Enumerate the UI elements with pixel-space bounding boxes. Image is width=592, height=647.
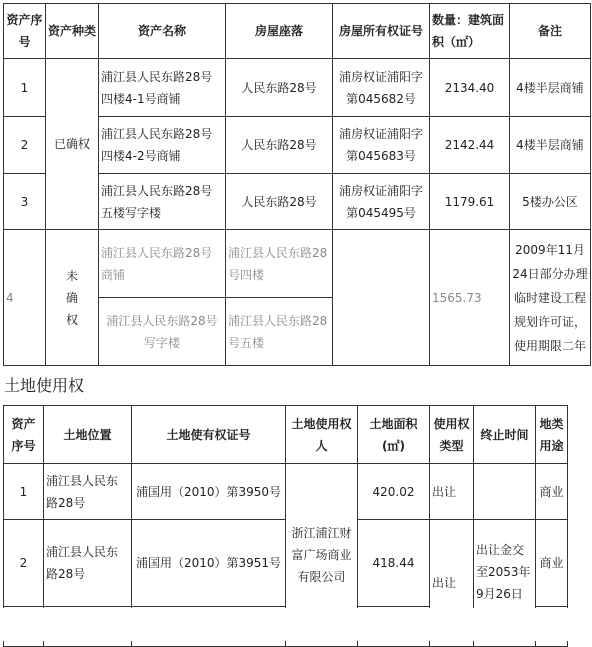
asset-cert-empty xyxy=(333,230,430,366)
asset-name: 浦江县人民东路28号商铺 xyxy=(99,230,226,298)
asset-header-row xyxy=(4,4,591,59)
header-land-owner: 土地使用权人 xyxy=(286,406,358,464)
asset-type-confirmed: 已确权 xyxy=(46,59,99,230)
asset-no: 2 xyxy=(4,117,46,174)
header-area: 数量：建筑面积（㎡） xyxy=(430,4,510,59)
asset-cert: 浦房权证浦阳字第045495号 xyxy=(333,174,430,230)
land-use: 商业 xyxy=(536,520,568,607)
header-location: 房屋座落 xyxy=(226,4,333,59)
land-right-type: 出让 xyxy=(430,520,474,647)
header-land-cert: 土地使有权证号 xyxy=(132,406,286,464)
land-location: 浦江县人民东路28号 xyxy=(44,464,132,520)
asset-no: 4 xyxy=(4,230,46,366)
land-header-row xyxy=(4,406,568,464)
asset-location: 人民东路28号 xyxy=(226,174,333,230)
asset-location: 人民东路28号 xyxy=(226,117,333,174)
land-no: 1 xyxy=(4,464,44,520)
asset-no: 1 xyxy=(4,59,46,117)
header-land-use: 地类用途 xyxy=(536,406,568,464)
asset-name: 浦江县人民东路28号四楼4-1号商铺 xyxy=(99,59,226,117)
header-note: 备注 xyxy=(510,4,591,59)
header-land-location: 土地位置 xyxy=(44,406,132,464)
asset-area: 1179.61 xyxy=(430,174,510,230)
header-asset-name: 资产名称 xyxy=(99,4,226,59)
table-row xyxy=(4,464,568,520)
asset-name: 浦江县人民东路28号五楼写字楼 xyxy=(99,174,226,230)
asset-table xyxy=(3,3,591,366)
asset-cert: 浦房权证浦阳字第045683号 xyxy=(333,117,430,174)
header-right-type: 使用权类型 xyxy=(430,406,474,464)
asset-no: 3 xyxy=(4,174,46,230)
land-end-time-empty xyxy=(474,464,536,520)
land-right-type: 出让 xyxy=(430,464,474,520)
header-asset-no: 资产序号 xyxy=(4,4,46,59)
asset-note: 4楼半层商铺 xyxy=(510,59,591,117)
asset-location: 浦江县人民东路28号五楼 xyxy=(226,298,333,366)
land-end-time: 出让金交至2053年9月26日 xyxy=(474,520,536,647)
header-ownership-cert: 房屋所有权证号 xyxy=(333,4,430,59)
land-no: 2 xyxy=(4,520,44,607)
asset-location: 人民东路28号 xyxy=(226,59,333,117)
header-end-time: 终止时间 xyxy=(474,406,536,464)
asset-name: 浦江县人民东路28号四楼4-2号商铺 xyxy=(99,117,226,174)
asset-type-unconfirmed: 未确权 xyxy=(46,230,99,366)
asset-note: 5楼办公区 xyxy=(510,174,591,230)
asset-area: 1565.73 xyxy=(430,230,510,366)
land-area: 420.02 xyxy=(358,464,430,520)
land-use: 商业 xyxy=(536,464,568,520)
land-cert: 浦国用（2010）第3951号 xyxy=(132,520,286,607)
asset-cert: 浦房权证浦阳字第045682号 xyxy=(333,59,430,117)
asset-note: 2009年11月24日部分办理临时建设工程规划许可证，使用期限二年 xyxy=(510,230,591,366)
header-asset-type: 资产种类 xyxy=(46,4,99,59)
asset-name: 浦江县人民东路28号写字楼 xyxy=(99,298,226,366)
header-land-no: 资产序号 xyxy=(4,406,44,464)
table-row xyxy=(4,59,591,117)
section-title: 土地使用权 xyxy=(4,376,85,395)
cropped-edge xyxy=(0,608,592,641)
header-land-area: 土地面积(㎡) xyxy=(358,406,430,464)
land-area: 418.44 xyxy=(358,520,430,607)
asset-area: 2134.40 xyxy=(430,59,510,117)
asset-location: 浦江县人民东路28号四楼 xyxy=(226,230,333,298)
table-row xyxy=(4,230,591,298)
asset-note: 4楼半层商铺 xyxy=(510,117,591,174)
asset-area: 2142.44 xyxy=(430,117,510,174)
land-location: 浦江县人民东路28号 xyxy=(44,520,132,607)
land-cert: 浦国用（2010）第3950号 xyxy=(132,464,286,520)
land-owner: 浙江浦江财富广场商业有限公司 xyxy=(286,464,358,647)
